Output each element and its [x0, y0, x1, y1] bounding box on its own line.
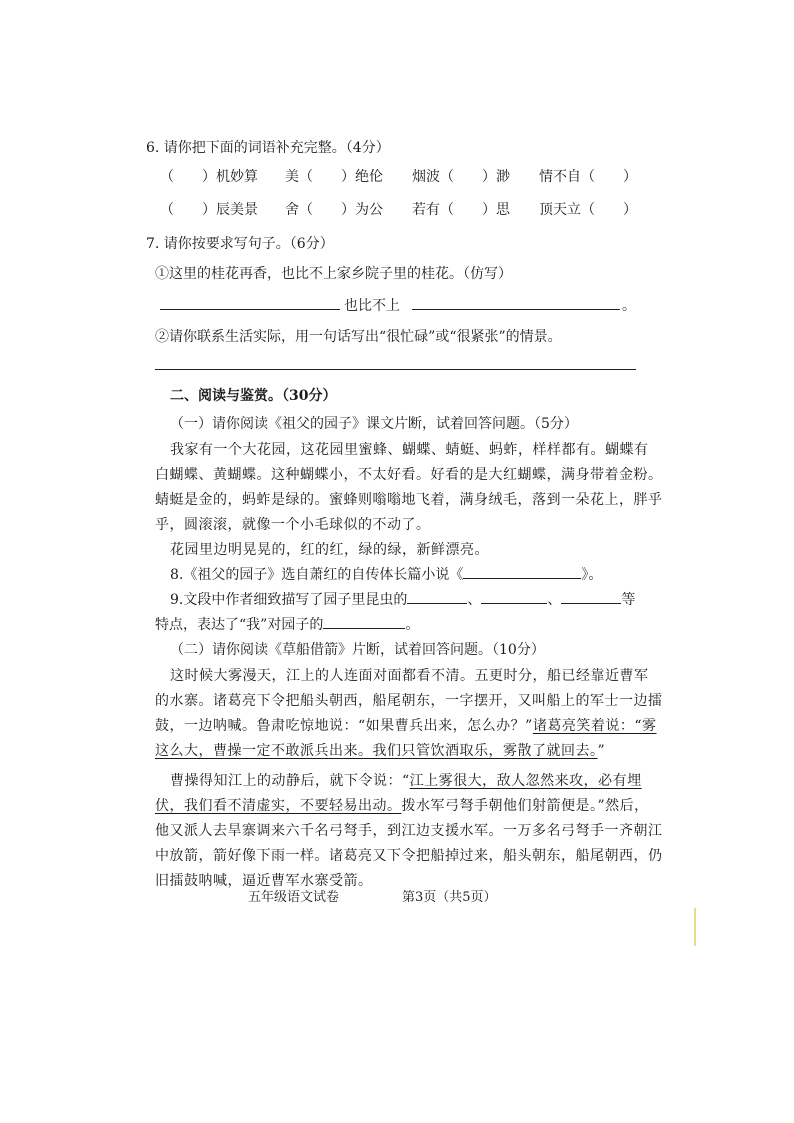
passage1-line-2: 白蝴蝶、黄蝴蝶。这种蝴蝶小，不太好看。好看的是大红蝴蝶，满身带着金粉。: [155, 467, 663, 483]
scan-mark: [694, 908, 696, 946]
q7-blank-1[interactable]: [160, 309, 340, 310]
passage1-line-5: 花园里边明晃晃的，红的红，绿的绿，新鲜漂亮。: [170, 542, 489, 558]
q7-item1: ①这里的桂花再香，也比不上家乡院子里的桂花。（仿写）: [155, 266, 512, 282]
q9-line-2: [155, 614, 419, 634]
q9-blank-2[interactable]: [481, 589, 547, 604]
q6-word-6: 舍（ ）为公: [285, 202, 383, 218]
q7-item1-mid: 也比不上: [344, 298, 400, 314]
passage2-line-2: 的水寨。诸葛亮下令把船头朝西，船尾朝东，一字摆开，又叫船上的军士一边擂: [155, 693, 663, 709]
passage1-line-1: 我家有一个大花园，这花园里蜜蜂、蝴蝶、蜻蜓、蚂蚱，样样都有。蝴蝶有: [170, 442, 649, 458]
q9-blank-1[interactable]: [407, 589, 467, 604]
passage3-line-1: [170, 770, 642, 790]
q8-blank[interactable]: [463, 564, 581, 579]
q9-line2-suffix: 。: [405, 617, 420, 633]
q6-word-3: 烟波（ ）渺: [412, 169, 510, 185]
passage2-line-3-underlined: 诸葛亮笑着说：“雾: [532, 718, 657, 734]
q6-title: 6. 请你把下面的词语补充完整。（4分）: [146, 140, 390, 156]
q6-word-5: （ ）辰美景: [160, 202, 258, 218]
passage3-line-3: 他又派人去旱寨调来六千名弓弩手，到江边支援水军。一万多名弓弩手一齐朝江: [155, 823, 663, 839]
section2-title: 二、阅读与鉴赏。（30分）: [170, 388, 337, 404]
q9-line2-prefix: 特点，表达了“我”对园子的: [155, 617, 324, 633]
q7-item2: ②请你联系生活实际，用一句话写出“很忙碌”或“很紧张”的情景。: [155, 329, 562, 345]
q9-sep-2: 、: [547, 592, 562, 608]
q9-line-1: [170, 589, 635, 609]
q8-question: [170, 564, 602, 584]
q9-blank-3[interactable]: [561, 589, 621, 604]
q6-word-7: 若有（ ）思: [412, 202, 510, 218]
q6-word-8: 顶天立（ ）: [539, 202, 637, 218]
passage3-line-1-underlined: 江上雾很大，敌人忽然来攻，必有埋: [409, 773, 642, 789]
passage2-line-4: [155, 740, 605, 760]
passage2-line-4-underlined: 这么大，曹操一定不敢派兵出来。我们只管饮酒取乐，雾散了就回去。: [155, 743, 598, 759]
footer-subject: 五年级语文试卷: [248, 890, 340, 905]
q6-word-1: （ ）机妙算: [160, 169, 258, 185]
q7-blank-2[interactable]: [412, 309, 620, 310]
passage3-line-1-plain: 曹操得知江上的动静后，就下令说：“: [170, 773, 410, 789]
q7-answer-line[interactable]: [155, 369, 636, 370]
q7-title: 7. 请你按要求写句子。（6分）: [146, 236, 334, 252]
q6-word-2: 美（ ）绝伦: [285, 169, 383, 185]
q9-line1-suffix: 等: [621, 592, 636, 608]
passage2-line-3-plain: 鼓，一边呐喊。鲁肃吃惊地说：“如果曹兵出来，怎么办？”: [155, 718, 533, 734]
passage3-line-2: [155, 795, 649, 815]
passage3-line-2-underlined: 伏，我们看不清虚实，不要轻易出动。: [155, 798, 402, 814]
q8-suffix: 》。: [581, 567, 603, 583]
q9-prefix: 9.文段中作者细致描写了园子里昆虫的: [170, 592, 408, 608]
part1-title: （一）请你阅读《祖父的园子》课文片断，试着回答问题。（5分）: [170, 416, 578, 432]
passage3-line-4: 中放箭，箭好像下雨一样。诸葛亮又下令把船掉过来，船头朝东，船尾朝西，仍: [155, 848, 663, 864]
q9-blank-4[interactable]: [323, 614, 405, 629]
passage2-line-3: [155, 715, 657, 735]
q9-sep-1: 、: [467, 592, 482, 608]
passage3-line-5: 旧擂鼓呐喊，逼近曹军水寨受箭。: [155, 873, 373, 889]
passage1-line-3: 蜻蜓是金的，蚂蚱是绿的。蜜蜂则嗡嗡地飞着，满身绒毛，落到一朵花上，胖乎: [155, 492, 663, 508]
q6-word-4: 情不自（ ）: [539, 169, 637, 185]
passage1-line-4: 乎，圆滚滚，就像一个小毛球似的不动了。: [155, 517, 431, 533]
passage2-line-1: 这时候大雾漫天，江上的人连面对面都看不清。五更时分，船已经靠近曹军: [170, 668, 649, 684]
footer-page-number: 第3页（共5页）: [402, 890, 497, 905]
passage3-line-2-plain: 拨水军弓弩手朝他们射箭便是。”然后，: [401, 798, 649, 814]
passage2-line-4-end: ”: [597, 743, 606, 759]
part2-title: （二）请你阅读《草船借箭》片断，试着回答问题。（10分）: [170, 642, 545, 658]
q7-item1-end: 。: [622, 298, 636, 314]
q8-prefix: 8.《祖父的园子》选自萧红的自传体长篇小说《: [170, 567, 464, 583]
